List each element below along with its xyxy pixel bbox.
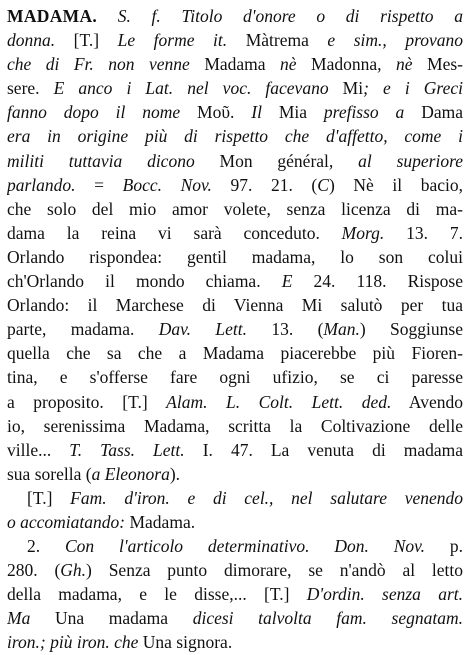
italic-text: Man. [323, 319, 360, 340]
text-segment: che solo del mio amor volete, senza licenza di ma- [7, 198, 463, 219]
italic-text: S. f. Titolo d'onore o di rispetto a [117, 6, 463, 26]
italic-text: militi tuttavia dicono [7, 150, 195, 171]
text-segment: 13. ( [246, 319, 324, 340]
italic-text: E anco i Lat. nel voc. facevano [53, 78, 329, 99]
italic-text: , al superiore [328, 150, 463, 171]
italic-text: a Eleonora [91, 463, 170, 484]
entry-line [7, 414, 463, 438]
italic-text: dicesi talvolta fam. segnatam. [192, 608, 463, 629]
italic-text: Il [251, 102, 262, 123]
italic-text: D'ordin. senza art. [306, 584, 463, 605]
entry-line [7, 28, 463, 52]
text-segment: parte, madama. [7, 319, 159, 340]
text-segment: Madama. [125, 511, 196, 532]
text-segment: ) Soggiunse [359, 319, 463, 340]
entry-line [7, 293, 463, 317]
italic-text: Bocc. Nov. [122, 174, 212, 195]
italic-text: iron.; più iron. che [7, 632, 139, 653]
text-segment: Avendo [391, 391, 463, 412]
italic-text: ; e i Greci [363, 78, 463, 99]
text-segment: [T.] [27, 487, 71, 508]
headword: MADAMA. [7, 6, 98, 26]
text-segment: 280. ( [7, 560, 61, 581]
italic-text: o accomiatando: [7, 511, 126, 532]
italic-text: T. Tass. Lett. [69, 439, 185, 460]
entry-line [7, 149, 463, 173]
italic-text: Alam. L. Colt. Lett. ded. [166, 391, 392, 412]
italic-text: Fam. d'iron. e di cel., nel salutare venendo [70, 487, 463, 508]
text-segment: sere. [7, 78, 54, 99]
entry-line [7, 4, 463, 28]
entry-line [7, 582, 463, 606]
dictionary-entry-madama [7, 4, 463, 655]
text-segment: = [75, 174, 123, 195]
entry-line [7, 124, 463, 148]
entry-line [7, 52, 463, 76]
italic-text: Morg. [341, 222, 385, 243]
text-segment: I. 47. La venuta di madama [184, 439, 463, 460]
text-segment: 13. 7. [384, 222, 463, 243]
italic-text: era in origine più di rispetto che d'affetto, come i [7, 126, 463, 147]
text-segment: sua sorella ( [7, 463, 92, 484]
entry-line [7, 365, 463, 389]
italic-text: nè [280, 54, 297, 75]
entry-line [7, 630, 463, 654]
entry-line [7, 390, 463, 414]
entry-line [7, 341, 463, 365]
text-segment: a proposito. [T.] [7, 391, 167, 412]
entry-line [7, 462, 463, 486]
text-segment: Orlando: il Marchese di Vienna Mi salutò per tua [7, 295, 463, 316]
text-segment: ) Nè il bacio, [328, 174, 463, 195]
text-segment: Mi [328, 78, 364, 99]
text-segment: Dama [404, 102, 463, 123]
text-segment: [T.] [55, 30, 118, 51]
italic-text: Ma [7, 608, 31, 629]
italic-text: e sim., provano [327, 30, 463, 51]
text-segment: Μοῦ. [180, 102, 252, 123]
text-segment: ) Senza punto dimorare, se n'andò al letto [86, 560, 463, 581]
entry-line [7, 197, 463, 221]
entry-line [7, 558, 463, 582]
text-segment: 2. [27, 536, 65, 557]
entry-line [7, 173, 463, 197]
italic-text: C [317, 174, 329, 195]
entry-line [7, 438, 463, 462]
entry-line [7, 221, 463, 245]
entry-line [7, 510, 463, 534]
text-segment: ville... [7, 439, 70, 460]
entry-line [7, 534, 463, 558]
text-segment: ). [169, 463, 181, 484]
text-segment: Mia [261, 102, 324, 123]
italic-text: E [281, 271, 293, 292]
italic-text: Le forme it. [117, 30, 228, 51]
entry-line [7, 100, 463, 124]
text-segment: 97. 21. ( [211, 174, 318, 195]
italic-text: Gh. [60, 560, 87, 581]
entry-line [7, 245, 463, 269]
text-segment: tina, e s'offerse fare ogni ufizio, se ci paresse [7, 367, 463, 388]
italic-text: donna. [7, 30, 56, 51]
text-segment: della madama, e le disse,... [T.] [7, 584, 307, 605]
italic-text: che di Fr. non venne [7, 54, 190, 75]
text-segment: Madonna [296, 54, 378, 75]
text-segment: io, serenissima Madama, scritta la Coltivazione delle [7, 415, 463, 436]
entry-line [7, 269, 463, 293]
text-segment [97, 6, 118, 26]
italic-text: Con l'articolo determinativo. Don. Nov. [65, 536, 426, 557]
italic-text: fanno dopo il nome [7, 102, 181, 123]
text-segment: Mes- [412, 54, 463, 75]
italic-text: parlando. [7, 174, 76, 195]
text-segment: Una signora. [138, 632, 233, 653]
text-segment: 24. 118. Rispose [292, 271, 463, 292]
entry-line [7, 76, 463, 100]
entry-line [7, 606, 463, 630]
text-segment: Mon général [194, 150, 329, 171]
entry-line [7, 486, 463, 510]
italic-text: prefisso a [323, 102, 405, 123]
italic-text: , nè [377, 54, 413, 75]
entry-line [7, 317, 463, 341]
text-segment: ch'Orlando il mondo chiama. [7, 271, 282, 292]
text-segment: Una madama [30, 608, 193, 629]
text-segment: quella che sa che a Madama piacerebbe più Fioren- [7, 343, 463, 364]
text-segment: dama la reina vi sarà conceduto. [7, 222, 342, 243]
text-segment: Màtrema [227, 30, 328, 51]
text-segment: p. [425, 536, 463, 557]
text-segment: Madama [189, 54, 281, 75]
text-segment: Orlando rispondea: gentil madama, lo son colui [7, 246, 463, 267]
italic-text: Dav. Lett. [158, 319, 247, 340]
